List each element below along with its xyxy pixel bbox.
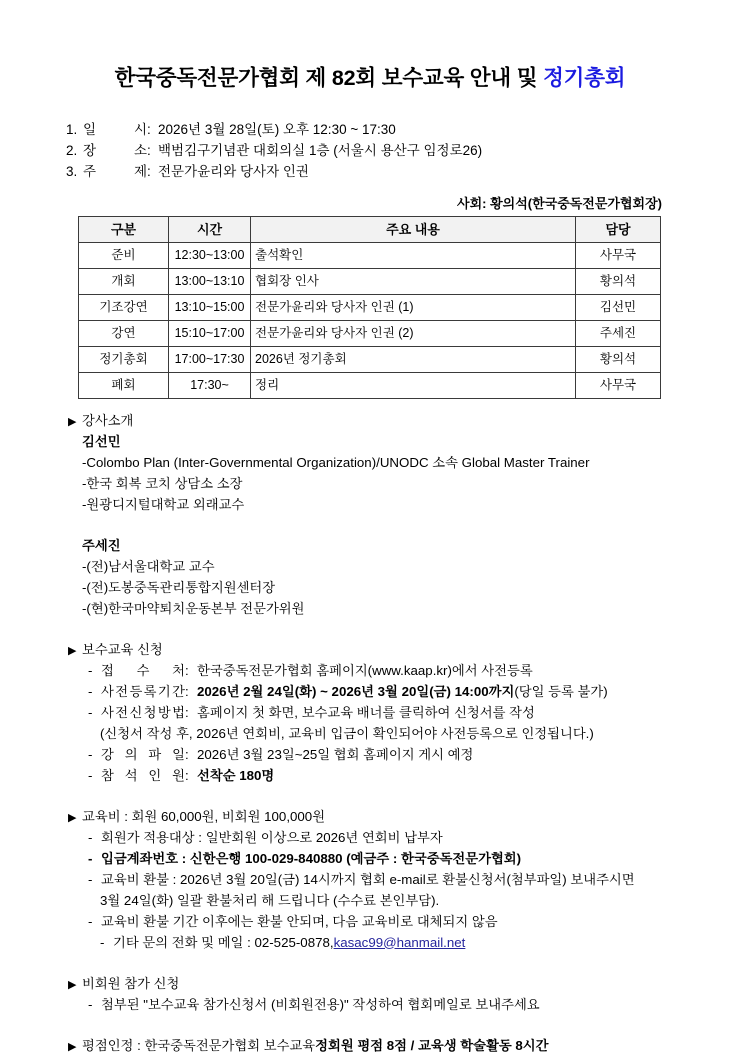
table-row [79, 294, 661, 320]
page-title-plain: 한국중독전문가협회 제 82회 보수교육 안내 및 [114, 66, 544, 90]
dash-marker: - [88, 704, 93, 720]
application-row-capacity [0, 769, 740, 790]
application-note [0, 727, 740, 748]
application-row-label: 사 전 신 청 방 법 [101, 704, 185, 720]
instructors-heading [0, 414, 740, 435]
application-row-period [0, 685, 740, 706]
application-section [0, 643, 740, 790]
triangle-bullet-icon: ▶ [68, 415, 77, 428]
contact-email-link[interactable]: kasac99@hanmail.net [333, 934, 466, 950]
dash-marker: - [88, 871, 93, 887]
page-title-accent: 정기총회 [543, 66, 626, 90]
instructor-credential [0, 560, 740, 581]
dash-marker: - [88, 829, 93, 845]
intro-label [83, 123, 147, 137]
credit-plain-text: 평점인정 : 한국중독전문가협회 보수교육 [82, 1037, 316, 1053]
cell-charge: 김선민 [576, 294, 661, 320]
page-title [0, 0, 740, 90]
cell-content: 정리 [251, 372, 576, 398]
dash-marker: - [88, 767, 93, 783]
application-row-value: 홈페이지 첫 화면, 보수교육 배너를 클릭하여 신청서를 작성 [197, 704, 535, 720]
cell-charge: 황의석 [576, 346, 661, 372]
colon: : [185, 662, 189, 678]
intro-number: 3. [66, 163, 78, 179]
intro-item-venue [66, 144, 740, 165]
cell-charge: 황의석 [576, 268, 661, 294]
intro-label-char-1: 주 [83, 163, 97, 179]
column-header-content: 주요 내용 [251, 216, 576, 242]
table-row [79, 346, 661, 372]
instructor-credential-text: -원광디지털대학교 외래교수 [82, 496, 245, 512]
instructor-name [0, 435, 740, 456]
intro-item-date [66, 123, 740, 144]
cell-time: 13:00~13:10 [169, 268, 251, 294]
fees-line-no-refund [0, 915, 740, 936]
instructor-credential-text: -(전)도봉중독관리통합지원센터장 [82, 579, 276, 595]
intro-label [83, 144, 147, 158]
triangle-bullet-icon: ▶ [68, 978, 77, 991]
dash-marker: - [88, 913, 93, 929]
instructor-name-label: 김선민 [82, 433, 121, 449]
intro-value: 백범김구기념관 대회의실 1층 (서울시 용산구 임정로26) [158, 142, 483, 158]
application-capacity-bold: 선착순 180명 [197, 767, 275, 783]
instructor-credential [0, 581, 740, 602]
instructor-name-label: 주세진 [82, 537, 121, 553]
cell-time: 15:10~17:00 [169, 320, 251, 346]
fees-line-text: 교육비 환불 : 2026년 3월 20일(금) 14시까지 협회 e-mail로 환불신청서(첨부파일) 보내주시면 [101, 871, 635, 887]
triangle-bullet-icon: ▶ [68, 644, 77, 657]
schedule-table-wrap [0, 216, 740, 399]
nonmember-heading [0, 977, 740, 998]
application-row-value: 2026년 3월 23일~25일 협회 홈페이지 게시 예정 [197, 746, 474, 762]
intro-number: 1. [66, 121, 78, 137]
cell-time: 17:30~ [169, 372, 251, 398]
table-row [79, 372, 661, 398]
nonmember-line [0, 998, 740, 1019]
cell-charge: 사무국 [576, 242, 661, 268]
intro-label-char-2: 시 [133, 121, 147, 137]
column-header-gubun: 구분 [79, 216, 169, 242]
intro-label [83, 165, 147, 179]
cell-content: 전문가윤리와 당사자 인권 (2) [251, 320, 576, 346]
contact-prefix: 기타 문의 전화 및 메일 : 02-525-0878, [113, 934, 334, 950]
intro-number: 2. [66, 142, 78, 158]
triangle-bullet-icon: ▶ [68, 1040, 77, 1053]
column-header-time: 시간 [169, 216, 251, 242]
column-header-charge: 담당 [576, 216, 661, 242]
application-row-value: 한국중독전문가협회 홈페이지(www.kaap.kr)에서 사전등록 [197, 662, 533, 678]
dash-marker: - [88, 746, 93, 762]
table-header-row [79, 216, 661, 242]
instructors-heading-label: 강사소개 [82, 412, 134, 428]
schedule-table-body [79, 242, 661, 398]
cell-time: 12:30~13:00 [169, 242, 251, 268]
cell-gubun: 기조강연 [79, 294, 169, 320]
intro-colon: : [147, 142, 151, 158]
instructors-section [0, 414, 740, 623]
dash-marker: - [88, 850, 93, 866]
cell-content: 2026년 정기총회 [251, 346, 576, 372]
cell-content: 출석확인 [251, 242, 576, 268]
cell-gubun: 준비 [79, 242, 169, 268]
cell-charge: 주세진 [576, 320, 661, 346]
cell-content: 협회장 인사 [251, 268, 576, 294]
nonmember-section [0, 977, 740, 1019]
cell-content: 전문가윤리와 당사자 인권 (1) [251, 294, 576, 320]
intro-colon: : [147, 163, 151, 179]
table-row [79, 268, 661, 294]
colon: : [185, 767, 189, 783]
fees-line-text: 회원가 적용대상 : 일반회원 이상으로 2026년 연회비 납부자 [101, 829, 443, 845]
table-row [79, 242, 661, 268]
application-heading [0, 643, 740, 664]
instructor-credential [0, 498, 740, 519]
colon: : [185, 683, 189, 699]
fees-heading-label: 교육비 : 회원 60,000원, 비회원 100,000원 [82, 808, 326, 824]
application-row-contact [0, 664, 740, 685]
schedule-table [78, 216, 661, 399]
application-row-label: 사 전 등 록 기 간 [101, 683, 185, 699]
dash-marker: - [100, 934, 105, 950]
cell-gubun: 강연 [79, 320, 169, 346]
fees-section [0, 810, 740, 957]
intro-item-topic [66, 165, 740, 186]
colon: : [185, 704, 189, 720]
intro-colon: : [147, 121, 151, 137]
intro-label-char-2: 제 [133, 163, 147, 179]
instructor-credential-text: -한국 회복 코치 상담소 소장 [82, 475, 243, 491]
cell-charge: 사무국 [576, 372, 661, 398]
fees-line-bank-account [0, 852, 740, 873]
cell-gubun: 폐회 [79, 372, 169, 398]
fees-line-refund [0, 873, 740, 894]
intro-list [0, 123, 740, 186]
cell-time: 17:00~17:30 [169, 346, 251, 372]
intro-label-char-2: 소 [133, 142, 147, 158]
application-heading-label: 보수교육 신청 [82, 641, 163, 657]
instructor-credential [0, 456, 740, 477]
table-row [79, 320, 661, 346]
cell-gubun: 개회 [79, 268, 169, 294]
fees-heading [0, 810, 740, 831]
instructor-credential-text: -(현)한국마약퇴치운동본부 전문가위원 [82, 600, 305, 616]
intro-value: 전문가윤리와 당사자 인권 [158, 163, 309, 179]
dash-marker: - [88, 683, 93, 699]
credit-section [0, 1039, 740, 1060]
application-period-note: (당일 등록 불가) [514, 683, 608, 699]
fees-line-eligibility [0, 831, 740, 852]
bank-account-text: 입금계좌번호 : 신한은행 100-029-840880 (예금주 : 한국중독전문가협회) [101, 850, 522, 866]
intro-label-char-1: 장 [83, 142, 97, 158]
application-row-label: 참 석 인 원 [101, 767, 185, 783]
application-row-label: 접 수 처 [101, 662, 185, 678]
cell-time: 13:10~15:00 [169, 294, 251, 320]
instructor-credential-text: -Colombo Plan (Inter-Governmental Organization)/UNODC 소속 Global Master Trainer [82, 454, 590, 470]
triangle-bullet-icon: ▶ [68, 811, 77, 824]
colon: : [185, 746, 189, 762]
application-row-lecture-file [0, 748, 740, 769]
moderator-note: 사회: 황의석(한국중독전문가협회장) [457, 195, 662, 211]
fees-line-text: 3월 24일(화) 일괄 환불처리 해 드립니다 (수수료 본인부담). [100, 892, 440, 908]
application-row-method [0, 706, 740, 727]
fees-line-refund-cont [0, 894, 740, 915]
cell-gubun: 정기총회 [79, 346, 169, 372]
credit-line [0, 1039, 740, 1060]
instructor-name [0, 539, 740, 560]
credit-bold-text: 정회원 평점 8점 / 교육생 학술활동 8시간 [315, 1037, 549, 1053]
instructor-credential [0, 477, 740, 498]
nonmember-heading-label: 비회원 참가 신청 [82, 975, 180, 991]
fees-line-contact [0, 936, 740, 957]
nonmember-line-text: 첨부된 "보수교육 참가신청서 (비회원전용)" 작성하여 협회메일로 보내주세요 [101, 996, 540, 1012]
application-period-bold: 2026년 2월 24일(화) ~ 2026년 3월 20일(금) 14:00까지 [197, 683, 515, 699]
instructor-credential-text: -(전)남서울대학교 교수 [82, 558, 215, 574]
instructor-credential [0, 602, 740, 623]
application-row-label: 강 의 파 일 [101, 746, 185, 762]
fees-line-text: 교육비 환불 기간 이후에는 환불 안되며, 다음 교육비로 대체되지 않음 [101, 913, 498, 929]
application-note-text: (신청서 작성 후, 2026년 연회비, 교육비 입금이 확인되어야 사전등록으로 인정됩니다.) [100, 725, 594, 741]
dash-marker: - [88, 662, 93, 678]
intro-value: 2026년 3월 28일(토) 오후 12:30 ~ 17:30 [158, 121, 396, 137]
intro-label-char-1: 일 [83, 121, 97, 137]
dash-marker: - [88, 996, 93, 1012]
